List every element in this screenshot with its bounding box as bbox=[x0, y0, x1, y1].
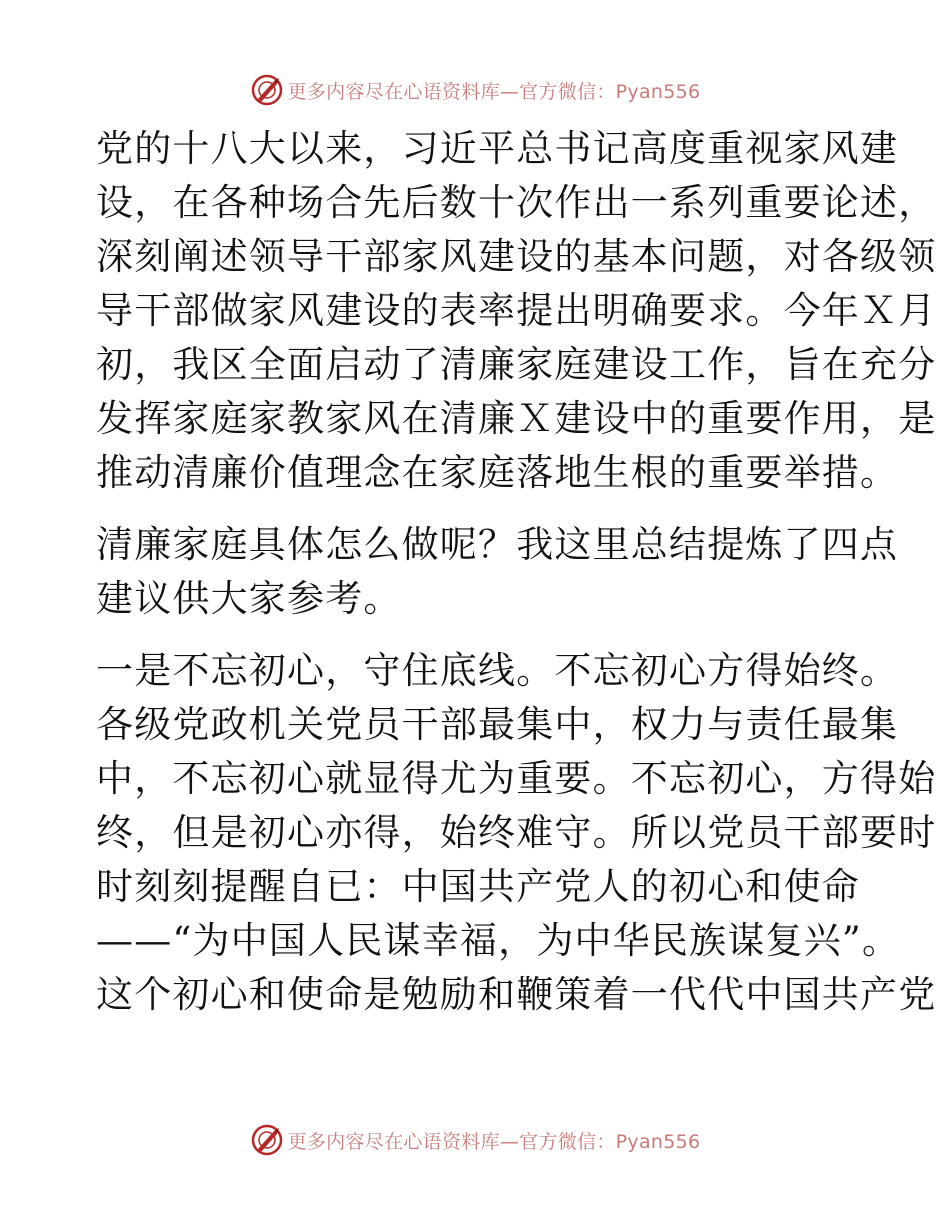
text-line: 初，我区全面启动了清廉家庭建设工作，旨在充分 bbox=[96, 343, 937, 386]
text-line: 深刻阐述领导干部家风建设的基本问题，对各级领 bbox=[96, 235, 937, 278]
text-line: 终，但是初心亦得，始终难守。所以党员干部要时 bbox=[96, 811, 937, 854]
document-body bbox=[96, 122, 937, 1040]
footer-watermark-text: 更多内容尽在心语资料库—官方微信：Pyan556 bbox=[287, 1130, 701, 1153]
text-line: 清廉家庭具体怎么做呢？我这里总结提炼了四点 bbox=[96, 523, 899, 566]
logo-icon bbox=[250, 73, 284, 107]
text-line: 一是不忘初心，守住底线。不忘初心方得始终。 bbox=[96, 649, 899, 692]
text-line: 时刻刻提醒自已：中国共产党人的初心和使命 bbox=[96, 865, 860, 908]
text-line: 这个初心和使命是勉励和鞭策着一代代中国共产党 bbox=[96, 973, 937, 1016]
paragraph-2 bbox=[96, 518, 899, 626]
text-line: 建议供大家参考。 bbox=[96, 577, 402, 620]
text-line: ——“为中国人民谋幸福，为中华民族谋复兴”。 bbox=[96, 919, 901, 962]
paragraph-3 bbox=[96, 644, 937, 1022]
text-line: 设，在各种场合先后数十次作出一系列重要论述， bbox=[96, 181, 937, 224]
footer-watermark bbox=[0, 1120, 950, 1160]
header-watermark-text: 更多内容尽在心语资料库—官方微信：Pyan556 bbox=[287, 80, 701, 103]
text-line: 发挥家庭家教家风在清廉Ｘ建设中的重要作用，是 bbox=[96, 397, 937, 440]
logo-icon bbox=[250, 1123, 284, 1157]
text-line: 党的十八大以来，习近平总书记高度重视家风建 bbox=[96, 127, 899, 170]
text-line: 中，不忘初心就显得尤为重要。不忘初心，方得始 bbox=[96, 757, 937, 800]
header-watermark bbox=[0, 70, 950, 110]
text-line: 导干部做家风建设的表率提出明确要求。今年Ｘ月 bbox=[96, 289, 937, 332]
text-line: 各级党政机关党员干部最集中，权力与责任最集 bbox=[96, 703, 899, 746]
text-line: 推动清廉价值理念在家庭落地生根的重要举措。 bbox=[96, 451, 899, 494]
paragraph-1 bbox=[96, 122, 937, 500]
